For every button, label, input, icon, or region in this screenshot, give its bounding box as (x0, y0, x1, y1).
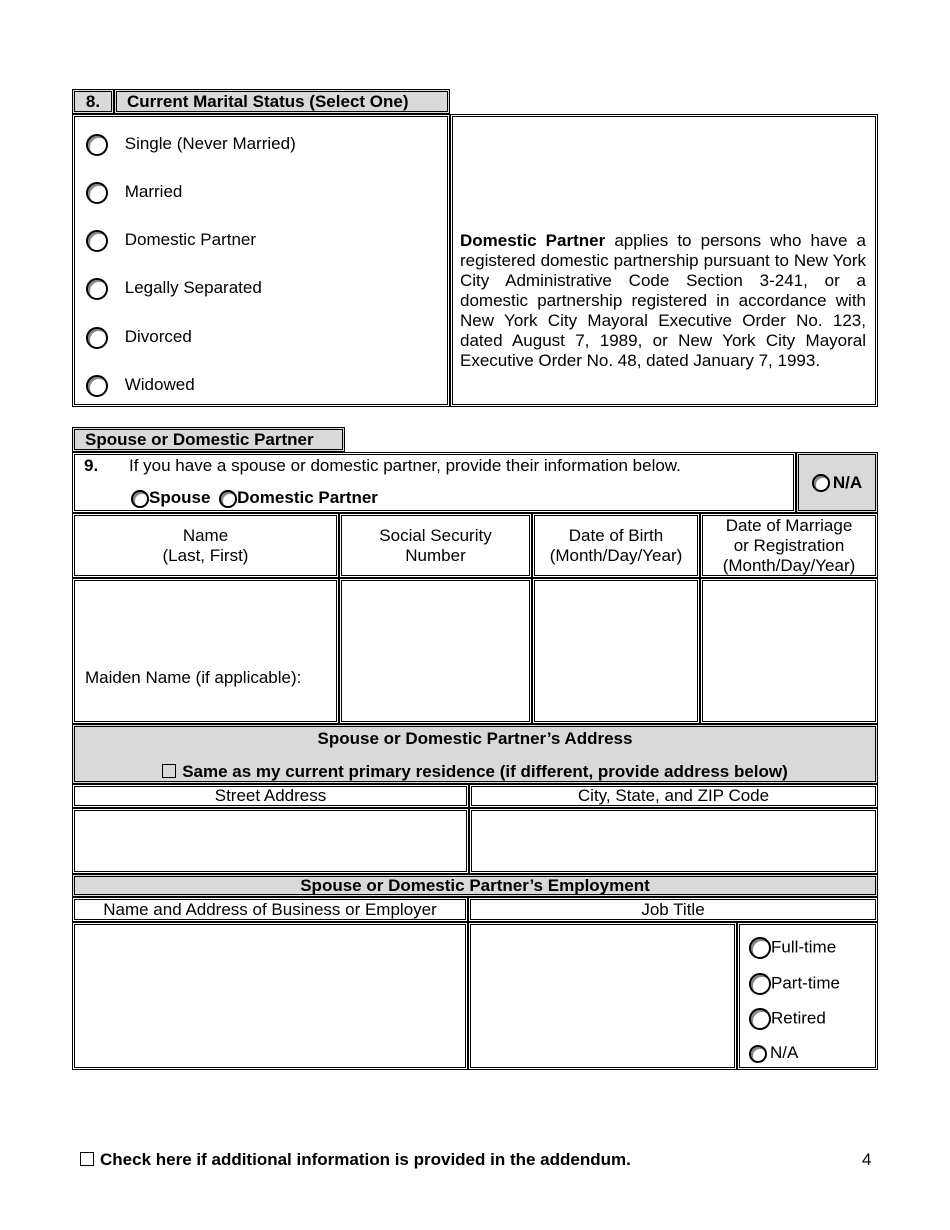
page-number: 4 (862, 1150, 872, 1169)
marital-option-single[interactable]: Single (Never Married) (86, 134, 296, 156)
addendum-checkbox[interactable] (80, 1152, 94, 1166)
spouse-name-field[interactable] (72, 578, 339, 724)
radio-retired[interactable] (749, 1008, 771, 1030)
maiden-name-label: Maiden Name (if applicable): (85, 668, 302, 687)
marital-option-widowed[interactable]: Widowed (86, 375, 195, 397)
radio-single[interactable] (86, 134, 108, 156)
radio-spouse-na[interactable] (812, 474, 830, 492)
job-title-header: Job Title (468, 897, 878, 922)
radio-divorced[interactable] (86, 327, 108, 349)
job-title-field[interactable] (468, 922, 737, 1070)
city-state-zip-header: City, State, and ZIP Code (469, 784, 878, 808)
same-address-option[interactable]: Same as my current primary residence (if different, provide address below) (75, 762, 875, 782)
radio-domestic-partner[interactable] (86, 230, 108, 252)
radio-widowed[interactable] (86, 375, 108, 397)
marital-option-divorced[interactable]: Divorced (86, 327, 192, 349)
radio-legally-separated[interactable] (86, 278, 108, 300)
marital-option-domestic-partner[interactable]: Domestic Partner (86, 230, 256, 252)
spouse-ssn-field[interactable] (339, 578, 532, 724)
street-address-header: Street Address (72, 784, 469, 808)
city-state-zip-field[interactable] (469, 808, 878, 874)
address-header-box (72, 724, 878, 784)
employer-header: Name and Address of Business or Employer (72, 897, 468, 922)
marital-status-options (72, 114, 450, 407)
marital-option-legally-separated[interactable]: Legally Separated (86, 278, 262, 300)
street-address-field[interactable] (72, 808, 469, 874)
radio-employment-na[interactable] (749, 1045, 767, 1063)
spouse-na-box[interactable]: N/A (796, 452, 878, 513)
domestic-partner-definition: Domestic Partner applies to persons who have a registered domestic partnership pursuant to New York City Administrative Code Section 3-241, or a domestic partnership registered in accordance with New York City Mayoral Executive Order No. 123, dated August 7, 1989, or New York City Mayoral Executive Order No. 48, dated January 7, 1993. (460, 231, 866, 370)
addendum-option[interactable]: Check here if additional information is provided in the addendum. (80, 1150, 631, 1170)
employment-header: Spouse or Domestic Partner’s Employment (72, 874, 878, 897)
spouse-marriage-date-field[interactable] (700, 578, 878, 724)
address-header: Spouse or Domestic Partner’s Address (317, 729, 633, 748)
marital-option-married[interactable]: Married (86, 182, 182, 204)
radio-spouse[interactable] (131, 490, 149, 508)
employment-option-part-time[interactable]: Part-time (749, 973, 840, 995)
spouse-type-options: Spouse Domestic Partner (131, 488, 378, 508)
spouse-section-header: Spouse or Domestic Partner (72, 427, 345, 452)
radio-full-time[interactable] (749, 937, 771, 959)
spouse-instruction: If you have a spouse or domestic partner, provide their information below. (129, 456, 681, 475)
employment-option-na[interactable]: N/A (749, 1043, 798, 1063)
section-9-number: 9. (84, 456, 99, 475)
col-header-marriage-date: Date of Marriage or Registration (Month/Day/Year) (700, 513, 878, 578)
same-address-checkbox[interactable] (162, 764, 176, 778)
radio-domestic[interactable] (219, 490, 237, 508)
section-8-title: Current Marital Status (Select One) (114, 89, 450, 114)
section-8-number: 8. (72, 89, 114, 114)
spouse-dob-field[interactable] (532, 578, 700, 724)
col-header-name: Name (Last, First) (72, 513, 339, 578)
col-header-ssn: Social Security Number (339, 513, 532, 578)
col-header-dob: Date of Birth (Month/Day/Year) (532, 513, 700, 578)
radio-part-time[interactable] (749, 973, 771, 995)
employment-option-full-time[interactable]: Full-time (749, 937, 836, 959)
employer-field[interactable] (72, 922, 468, 1070)
radio-married[interactable] (86, 182, 108, 204)
employment-option-retired[interactable]: Retired (749, 1008, 826, 1030)
